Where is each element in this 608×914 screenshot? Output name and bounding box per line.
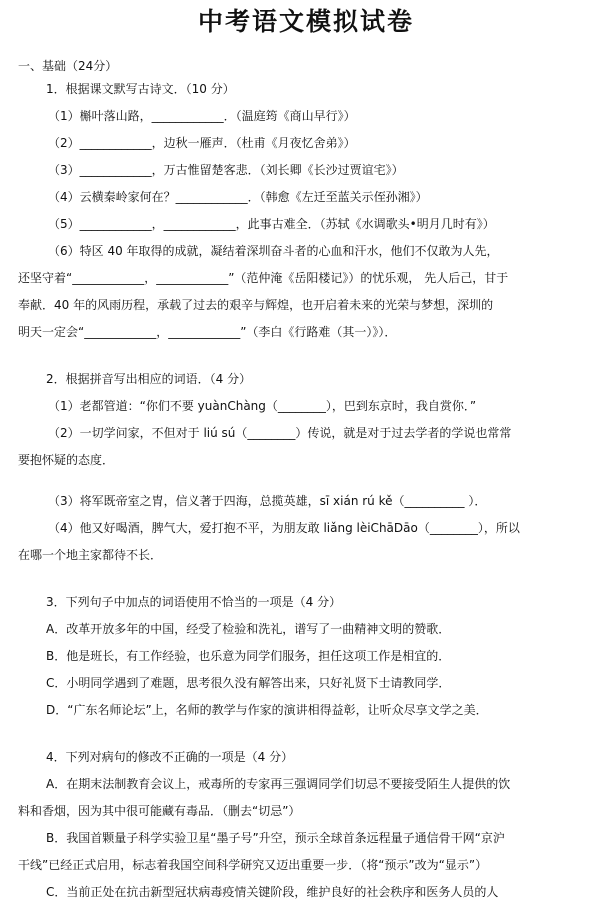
question-4-option: A．在期末法制教育会议上，戒毒所的专家再三强调同学们切忌不要接受陌生人提供的饮 (46, 777, 511, 791)
question-4-option: C．当前正处在抗击新型冠状病毒疫情关键阶段，维护良好的社会秩序和医务人员的人 (46, 885, 499, 899)
question-3-stem: 3．下列句子中加点的词语使用不恰当的一项是（4 分） (46, 595, 342, 609)
question-2-line: 在哪一个地主家都待不长． (18, 548, 163, 562)
question-2-line: （3）将军既帝室之胄，信义著于四海，总揽英雄，sī xián rú kě（__________ ）． (48, 494, 487, 508)
question-1-item6-line: 奉献．40 年的风雨历程，承载了过去的艰辛与辉煌，也开启着未来的光荣与梦想，深圳的 (18, 298, 494, 312)
question-4-option-cont: 料和香烟，因为其中很可能藏有毒品．（删去“切忌”） (18, 804, 301, 818)
question-3-option: B．他是班长，有工作经验，也乐意为同学们服务，担任这项工作是相宜的． (46, 649, 451, 663)
question-1-item6-line: （6）特区 40 年取得的成就，凝结着深圳奋斗者的心血和汗水，他们不仅敢为人先， (48, 244, 499, 258)
question-3-option: A．改革开放多年的中国，经受了检验和洗礼，谱写了一曲精神文明的赞歌． (46, 622, 451, 636)
question-1-line: （5）____________，____________，此事古难全．（苏轼《水调歌头•明月几时有》） (48, 217, 495, 231)
question-1-stem: 1．根据课文默写古诗文．（10 分） (46, 82, 235, 96)
question-1-item6-line: 还坚守着“____________，____________”（范仲淹《岳阳楼记》）的忧乐观， 先人后己，甘于 (18, 271, 509, 285)
question-2-line: （4）他又好喝酒，脾气大，爱打抱不平，为朋友敢 liǎng lèiChāDāo（________），所以 (48, 521, 520, 535)
question-4-option: B．我国首颗量子科学实验卫星“墨子号”升空，预示全球首条远程量子通信骨干网“京沪 (46, 831, 505, 845)
question-1-item6-line: 明天一定会“____________，____________”（李白《行路难（其一）》）． (18, 325, 397, 339)
question-2-stem: 2．根据拼音写出相应的词语．（4 分） (46, 372, 252, 386)
question-1-line: （2）____________，边秋一雁声．（杜甫《月夜忆舍弟》） (48, 136, 356, 150)
question-3-option: D．“广东名师论坛”上，名师的教学与作家的演讲相得益彰，让听众尽享文学之美． (46, 703, 488, 717)
question-4-stem: 4．下列对病句的修改不正确的一项是（4 分） (46, 750, 294, 764)
page-title: 中考语文模拟试卷 (197, 7, 414, 36)
question-2-line: （2）一切学问家，不但对于 liú sú（________）传说，就是对于过去学者的学说也常常 (48, 426, 512, 440)
question-3-option: C．小明同学遇到了难题，思考很久没有解答出来，只好礼贤下士请教同学． (46, 676, 451, 690)
question-4-option-cont: 干线”已经正式启用，标志着我国空间科学研究又迈出重要一步．（将“预示”改为“显示”） (18, 858, 488, 872)
section-heading: 一、基础（24分） (18, 59, 118, 73)
question-1-line: （1）槲叶落山路，____________．（温庭筠《商山早行》） (48, 109, 356, 123)
question-1-line: （3）____________，万古惟留楚客悲．（刘长卿《长沙过贾谊宅》） (48, 163, 404, 177)
question-2-line: 要抱怀疑的态度． (18, 453, 115, 467)
question-1-line: （4）云横秦岭家何在？____________．（韩愈《左迁至蓝关示侄孙湘》） (48, 190, 428, 204)
question-2-line: （1）老都管道：“你们不要 yuànChàng（________），巴到东京时，我自赏你．” (48, 399, 477, 413)
